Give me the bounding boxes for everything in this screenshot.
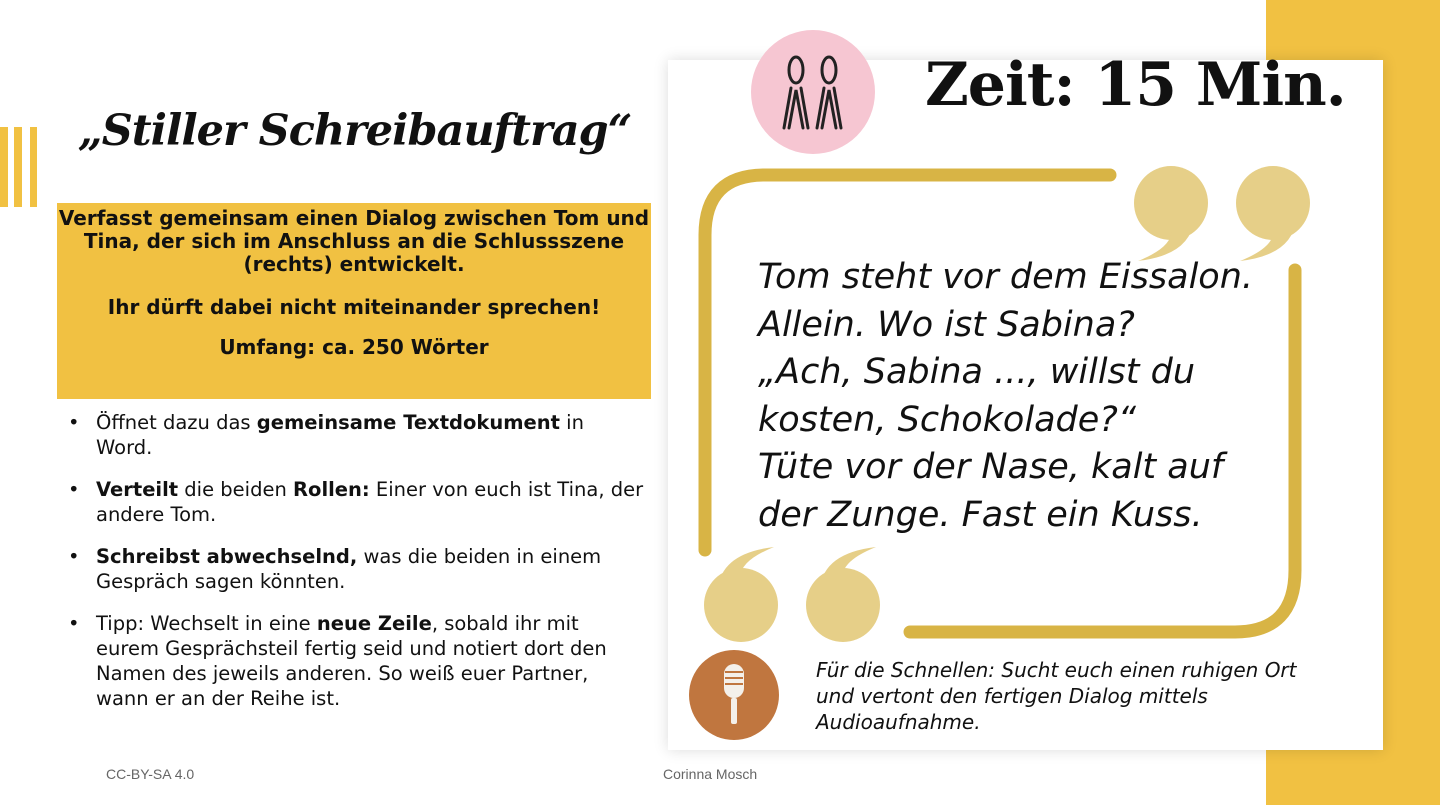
list-item: • Öffnet dazu das gemeinsame Textdokument in Word. (68, 411, 584, 459)
quote-open-icon (694, 545, 886, 643)
two-people-icon (751, 30, 875, 154)
microphone-icon (689, 650, 779, 740)
decorative-stripe (30, 127, 37, 207)
instruction-list (66, 410, 646, 728)
task-box (57, 203, 651, 399)
scene-quote: Tom steht vor dem Eissalon. Allein. Wo ist Sabina? „Ach, Sabina ..., willst du kosten, Schokolade?“ Tüte vor der Nase, kalt auf der Zunge. Fast ein Kuss. (758, 257, 1254, 535)
task-instruction: Verfasst gemeinsam einen Dialog zwischen Tom und Tina, der sich im Anschluss an die Schlussszene (rechts) entwickelt. (58, 206, 650, 276)
time-label: Zeit: 15 Min. (925, 50, 1346, 120)
task-length: Umfang: ca. 250 Wörter (219, 335, 489, 359)
decorative-stripe (14, 127, 22, 207)
page-title: „Stiller Schreibauftrag“ (78, 106, 632, 156)
decorative-stripe (0, 127, 8, 207)
license-label: CC-BY-SA 4.0 (106, 766, 195, 782)
quote-close-icon (1128, 165, 1320, 263)
list-item: • Verteilt die beiden Rollen: Einer von euch ist Tina, der andere Tom. (68, 478, 644, 526)
author-label: Corinna Mosch (663, 766, 758, 782)
list-item: • Tipp: Wechselt in eine neue Zeile, sobald ihr mit eurem Gesprächsteil fertig seid und notiert dort den Namen des jeweils anderen. So weiß euer Partner, wann er an der Reihe ist. (68, 612, 607, 710)
bonus-task: Für die Schnellen: Sucht euch einen ruhigen Ort und vertont den fertigen Dialog mittels Audioaufnahme. (816, 658, 1297, 734)
task-rule: Ihr dürft dabei nicht miteinander sprechen! (107, 295, 601, 319)
list-item: • Schreibst abwechselnd, was die beiden in einem Gespräch sagen könnten. (68, 545, 602, 593)
